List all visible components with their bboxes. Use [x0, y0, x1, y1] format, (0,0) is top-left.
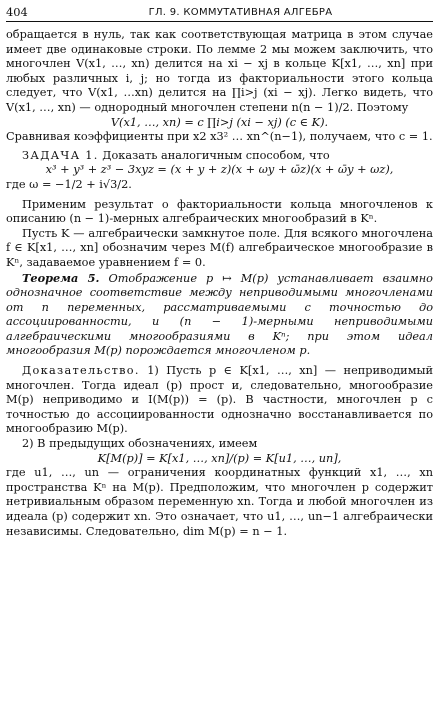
paragraph-dimension: где u1, …, un — ограничения координатных функций x1, …, xn пространства Kⁿ на M(p). Предположим, что многочлен p содержит нетривиальным образом переменную xn. Тогда и любой многочлен из идеала (p) содержит xn. Это означает, что u1, …, un−1 алгебраически независимы. Следовательно, dim M(p) = n − 1. [6, 466, 433, 538]
paragraph-coefficients: Сравнивая коэффициенты при x2 x3² … xn^(n−1), получаем, что c = 1. [6, 130, 433, 144]
proof-part-1 [6, 364, 433, 437]
page-body [6, 28, 433, 704]
proof-part-2: 2) В предыдущих обозначениях, имеем [22, 437, 258, 451]
running-title: ГЛ. 9. КОММУТАТИВНАЯ АЛГЕБРА [148, 6, 333, 18]
proof-label: Доказательство. [22, 364, 140, 378]
equation-vandermonde: V(x1, …, xn) = c ∏i>j (xi − xj) (c ∈ K). [110, 115, 329, 129]
task-label: ЗАДАЧА 1. [22, 148, 99, 162]
header-rule [6, 21, 433, 22]
theorem-text: Отображение p ↦ M(p) устанавливает взаимно однозначное соответствие между неприводимыми многочленами от n переменных, рассматриваемыми с точностью до ассоциированности, и (n − 1)-мерными неприводимыми алгебраическими многообразиями в Kⁿ; при этом идеал многообразия M(p) порождается многочленом p. [6, 271, 433, 358]
page-number: 404 [6, 5, 28, 19]
paragraph-continuation: обращается в нуль, так как соответствующая матрица в этом случае имеет две одинаковые строки. По лемме 2 мы можем заключить, что многочлен V(x1, …, xn) делится на xi − xj в кольце K[x1, …, xn] при любых различных i, j; но тогда из факториальности этого кольца следует, что V(x1, …xn) делится на ∏i>j (xi − xj). Легко видеть, что V(x1, …, xn) — однородный многочлен степени n(n − 1)/2. Поэтому [6, 28, 433, 114]
theorem-title: Теорема 5. [22, 270, 100, 285]
paragraph-application: Применим результат о факториальности кольца многочленов к описанию (n − 1)-мерных алгебраических многообразий в Kⁿ. [6, 197, 433, 226]
equation-coordinate-ring: K[M(p)] = K[x1, …, xn]/(p) = K[u1, …, un], [97, 451, 342, 465]
page-header [6, 3, 433, 21]
task-text: Доказать аналогичным способом, что [102, 148, 330, 162]
theorem-5 [6, 271, 433, 360]
equation-cubic-factorization: x³ + y³ + z³ − 3xyz = (x + y + z)(x + ωy + ω̄z)(x + ω̄y + ωz), [45, 163, 394, 177]
task-paragraph [6, 149, 433, 164]
omega-definition: где ω = −1/2 + i√3/2. [6, 177, 132, 191]
paragraph-field: Пусть K — алгебраически замкнутое поле. Для всякого многочлена f ∈ K[x1, …, xn] обозначим через M(f) алгебраическое многообразие в Kⁿ, задаваемое уравнением f = 0. [6, 226, 433, 269]
proof-text-1: 1) Пусть p ∈ K[x1, …, xn] — неприводимый многочлен. Тогда идеал (p) прост и, следовательно, многообразие M(p) неприводимо и I(M(p)) = (p). В частности, многочлен p с точностью до ассоциированности однозначно восстанавливается по многообразию M(p). [6, 364, 434, 436]
